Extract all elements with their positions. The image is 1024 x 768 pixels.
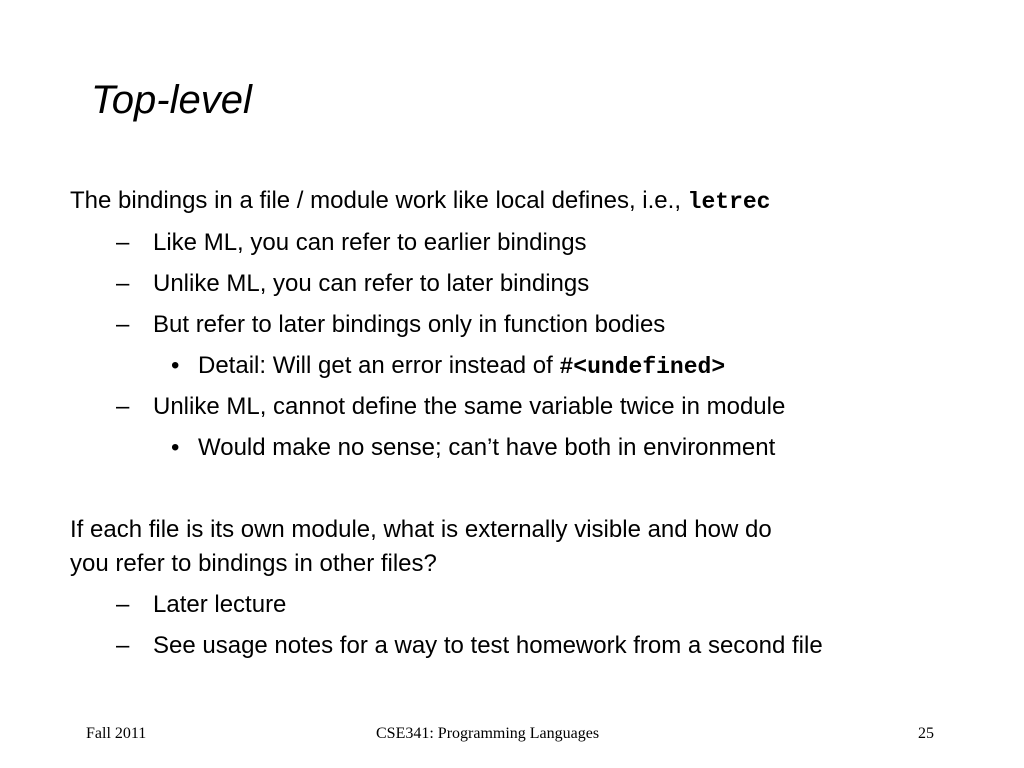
list-item-text: Later lecture bbox=[153, 591, 287, 618]
list-item bbox=[116, 632, 823, 660]
dash-marker: – bbox=[116, 311, 130, 338]
sub-list-item bbox=[171, 352, 725, 381]
dash-marker: – bbox=[116, 229, 130, 256]
code-undefined: #<undefined> bbox=[559, 354, 726, 380]
dash-marker: – bbox=[116, 270, 130, 297]
footer-page-number: 25 bbox=[918, 725, 934, 742]
list-item-text: But refer to later bindings only in function bodies bbox=[153, 311, 666, 338]
dash-marker: – bbox=[116, 632, 130, 659]
bullet-marker: • bbox=[171, 434, 180, 461]
list-item bbox=[116, 311, 665, 339]
code-letrec: letrec bbox=[687, 189, 771, 215]
sub-list-item-text: Detail: Will get an error instead of bbox=[198, 352, 560, 379]
sub-list-item bbox=[171, 434, 775, 462]
list-item bbox=[116, 229, 587, 257]
list-item-text: See usage notes for a way to test homework from a second file bbox=[153, 632, 823, 659]
slide-title: Top-level bbox=[91, 78, 252, 122]
paragraph-modules-line2: you refer to bindings in other files? bbox=[70, 550, 437, 577]
paragraph-text: The bindings in a file / module work like local defines, i.e., bbox=[70, 187, 688, 214]
dash-marker: – bbox=[116, 591, 130, 618]
list-item-text: Unlike ML, cannot define the same variable twice in module bbox=[153, 393, 786, 420]
bullet-marker: • bbox=[171, 352, 180, 379]
list-item-text: Unlike ML, you can refer to later bindings bbox=[153, 270, 590, 297]
paragraph-modules-line1: If each file is its own module, what is externally visible and how do bbox=[70, 516, 772, 543]
list-item bbox=[116, 393, 785, 421]
list-item-text: Like ML, you can refer to earlier bindings bbox=[153, 229, 587, 256]
sub-list-item-text: Would make no sense; can’t have both in environment bbox=[198, 434, 776, 461]
paragraph-bindings bbox=[70, 187, 770, 216]
footer-term: Fall 2011 bbox=[86, 725, 147, 742]
footer-course: CSE341: Programming Languages bbox=[376, 725, 600, 742]
list-item bbox=[116, 270, 589, 298]
list-item bbox=[116, 591, 286, 619]
dash-marker: – bbox=[116, 393, 130, 420]
